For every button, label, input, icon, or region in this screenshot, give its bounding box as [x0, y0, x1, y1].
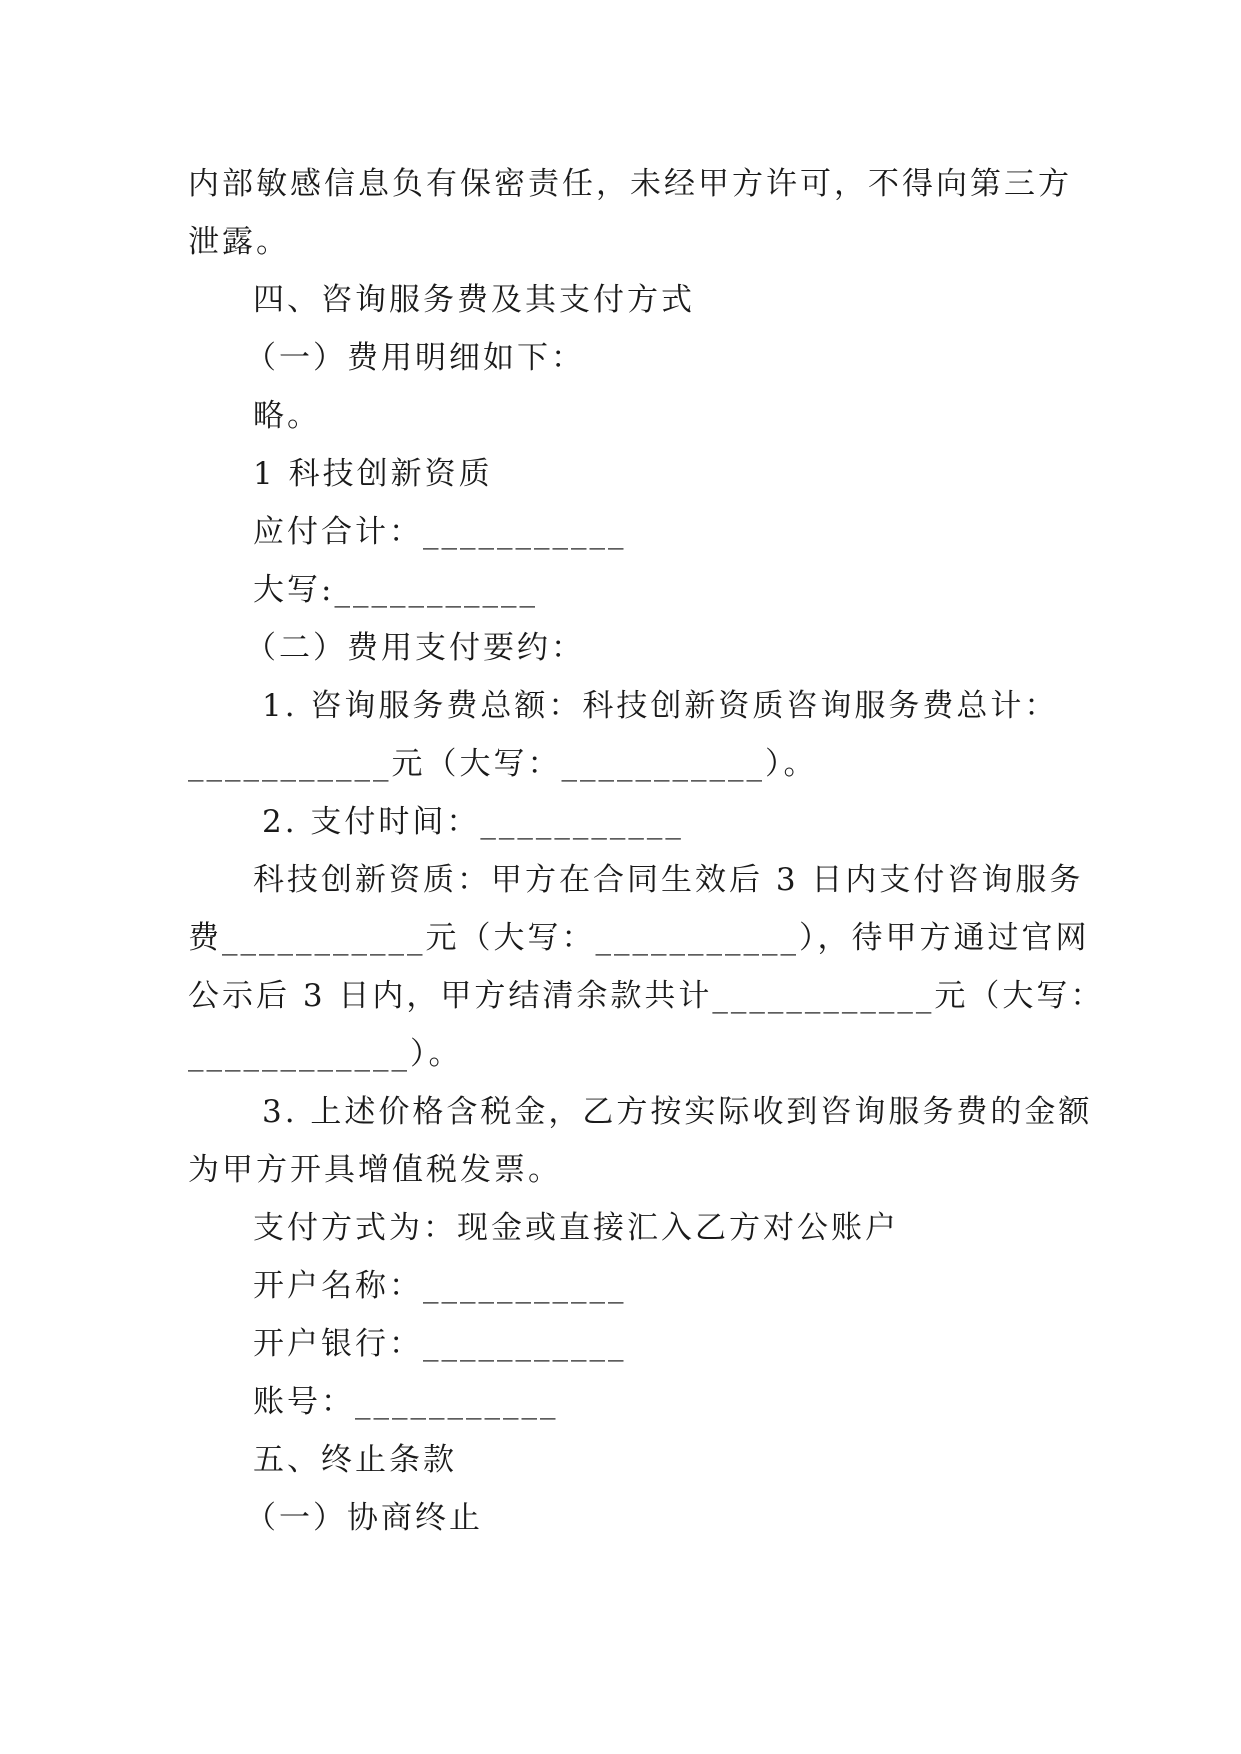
form-field-line: 2. 支付时间：___________: [262, 804, 684, 840]
form-field-line: 大写:___________: [253, 572, 538, 608]
form-field-line: 账号：___________: [253, 1384, 559, 1420]
body-text-line: 公示后 3 日内，甲方结清余款共计____________元（大写：: [188, 978, 1105, 1014]
body-text-line: 泄露。: [188, 224, 290, 260]
body-text-line: 3. 上述价格含税金，乙方按实际收到咨询服务费的金额: [262, 1094, 1093, 1130]
body-text-line: 1. 咨询服务费总额：科技创新资质咨询服务费总计：: [262, 688, 1059, 724]
section-heading: 四、咨询服务费及其支付方式: [253, 282, 695, 318]
subsection-heading: （二）费用支付要约：: [245, 630, 585, 666]
section-heading: 五、终止条款: [253, 1442, 457, 1478]
subsection-heading: （一）费用明细如下：: [245, 340, 585, 376]
body-text-line: 为甲方开具增值税发票。: [188, 1152, 562, 1188]
body-text-line: 略。: [253, 398, 321, 434]
form-field-line: 开户银行：___________: [253, 1326, 627, 1362]
body-text-line: 科技创新资质：甲方在合同生效后 3 日内支付咨询服务: [253, 862, 1084, 898]
form-field-line: 开户名称：___________: [253, 1268, 627, 1304]
body-text-line: 支付方式为：现金或直接汇入乙方对公账户: [253, 1210, 899, 1246]
body-text-line: ___________元（大写：___________）。: [188, 746, 818, 782]
body-text-line: 费___________元（大写：___________），待甲方通过官网: [188, 920, 1090, 956]
body-text-line: 内部敏感信息负有保密责任，未经甲方许可，不得向第三方: [188, 166, 1072, 202]
subsection-heading: （一）协商终止: [245, 1500, 483, 1536]
form-field-line: 应付合计：___________: [253, 514, 627, 550]
body-text-line: 1 科技创新资质: [253, 456, 493, 492]
body-text-line: ____________）。: [188, 1036, 463, 1072]
